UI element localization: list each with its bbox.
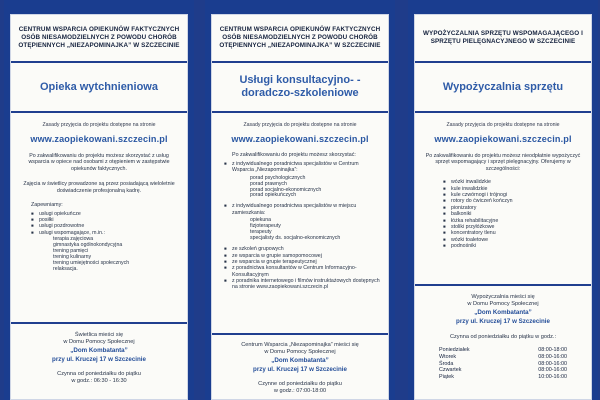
list-item: ■ ze wsparcia w grupie terapeutycznej bbox=[224, 259, 380, 265]
hours-value: w godz.: 06:30 - 16:30 bbox=[71, 378, 127, 385]
provided-label: Zapewniamy: bbox=[31, 202, 63, 209]
location-address: przy ul. Kruczej 17 w Szczecinie bbox=[456, 317, 550, 325]
hours-time: 08:00-16:00 bbox=[538, 367, 567, 374]
list-item: ■ z poradnika internetowego i filmów instruktażowych dostępnych na stronie www.zaopiekowani.szczecin.pl bbox=[224, 278, 380, 291]
panel-equipment-rental bbox=[408, 0, 598, 400]
sub-item: trening umiejętności społecznych bbox=[53, 260, 130, 267]
list-item: ■ kule czwórnogi i trójnogi bbox=[443, 192, 581, 198]
services-list bbox=[31, 211, 177, 237]
list-item: ■ z indywidualnego poradnictwa specjalistów w miejscu zamieszkania: bbox=[224, 203, 379, 216]
list-item: ■ rotory do ćwiczeń kończyn bbox=[443, 198, 581, 204]
footer-line: w Domu Pomocy Społecznej bbox=[264, 349, 336, 356]
panel-sheet bbox=[414, 14, 592, 400]
footer-line: Świetlica mieści się bbox=[74, 332, 124, 338]
panel-consulting bbox=[205, 0, 395, 400]
services-list bbox=[224, 161, 379, 174]
hours-time: 08:00-18:00 bbox=[538, 347, 567, 354]
location-name: „Dom Kombatanta” bbox=[474, 309, 532, 317]
list-item: ■ usługi opiekuńcze bbox=[31, 211, 177, 217]
panel-header: WYPOŻYCZALNIA SPRZĘTU WSPOMAGAJĄCEGO I SPRZĘTU PIELĘGNACYJNEGO W SZCZECINIE bbox=[423, 30, 583, 45]
panel-respite-care bbox=[4, 0, 194, 400]
footer-line: w Domu Pomocy Społecznej bbox=[467, 301, 539, 308]
list-item: ■ ze szkoleń grupowych bbox=[224, 246, 380, 252]
rules-text: Zasady przyjęcia do projektu dostępne na stronie bbox=[42, 122, 156, 128]
panel-header: CENTRUM WSPARCIA OPIEKUNÓW FAKTYCZNYCH OSÓB NIESAMODZIELNYCH Z POWODU CHORÓB OTĘPIENNYCH „NIEZAPOMINAJKA” W SZCZECINIE bbox=[18, 26, 180, 49]
footer-line: w Domu Pomocy Społecznej bbox=[63, 339, 135, 346]
sub-item: terapeuty bbox=[250, 229, 272, 236]
panel-title: Usługi konsultacyjno- -doradczo-szkoleniowe bbox=[212, 61, 388, 113]
website-link[interactable]: www.zaopiekowani.szczecin.pl bbox=[231, 133, 369, 144]
rules-text: Zasady przyjęcia do projektu dostępne na stronie bbox=[243, 122, 357, 128]
hours-value: w godz.: 07:00-18:00 bbox=[273, 388, 327, 395]
hours-title: Czynne od poniedziałku do piątku bbox=[258, 381, 342, 388]
list-item: ■ łóżka rehabilitacyjne bbox=[443, 218, 581, 224]
list-item: ■ usługi pozdrowotne bbox=[31, 223, 177, 229]
sub-item: porad prawnych bbox=[250, 180, 287, 187]
hours-time: 10:00-16:00 bbox=[538, 373, 567, 380]
equipment-list bbox=[443, 179, 581, 249]
panel-title: Opieka wytchnieniowa bbox=[11, 61, 187, 113]
list-item: ■ z indywidualnego poradnictwa specjalistów w Centrum Wsparcia „Niezapominajka”: bbox=[224, 161, 379, 174]
panel-title: Wypożyczalnia sprzętu bbox=[415, 61, 591, 113]
hours-time: 08:00-16:00 bbox=[538, 360, 567, 367]
hours-title: Czynna od poniedziałku do piątku w godz.: bbox=[449, 334, 557, 341]
panel-footer bbox=[415, 284, 591, 399]
list-item: ■ wózki inwalidzkie bbox=[443, 179, 581, 185]
sub-item: porad socjalno-ekonomicznych bbox=[250, 186, 322, 193]
hours-title: Czynna od poniedziałku do piątku bbox=[57, 371, 141, 378]
panel-sheet bbox=[10, 14, 188, 400]
panel-footer bbox=[212, 333, 388, 399]
list-item: ■ posiłki bbox=[31, 217, 177, 223]
list-item: ■ usługi wspomagające, m.in.: bbox=[31, 230, 177, 236]
footer-line: Centrum Wsparcia „Niezapominajka” mieści się bbox=[241, 342, 359, 348]
location-name: „Dom Kombatanta” bbox=[70, 347, 128, 355]
list-item: ■ stoliki przyłóżkowe bbox=[443, 224, 581, 230]
sub-item: terapia zajęciowa bbox=[53, 236, 94, 243]
location-name: „Dom Kombatanta” bbox=[271, 357, 329, 365]
sub-item: fizjoterapeuty bbox=[250, 223, 281, 230]
list-item: ■ kule inwalidzkie bbox=[443, 186, 581, 192]
list-item: ■ ze wsparcia w grupie samopomocowej bbox=[224, 253, 380, 259]
list-item: ■ wózki toaletowe bbox=[443, 237, 581, 243]
panel-footer bbox=[11, 322, 187, 399]
panel-sheet bbox=[211, 14, 389, 400]
list-item: ■ podnośniki bbox=[443, 243, 581, 249]
list-item: ■ balkoniki bbox=[443, 211, 581, 217]
sub-item: porad psychologicznych bbox=[250, 174, 306, 181]
hours-day: Poniedziałek bbox=[439, 347, 470, 354]
list-item: ■ z poradnictwa konsultantów w Centrum Informacyjno-Konsultacyjnym bbox=[224, 265, 380, 278]
sub-item: porad opiekuńczych bbox=[250, 192, 297, 199]
hours-time: 08:00-16:00 bbox=[538, 353, 567, 360]
hours-day: Wtorek bbox=[439, 353, 457, 360]
sub-item: trening kulinarny bbox=[53, 254, 92, 261]
hours-day: Środa bbox=[439, 360, 454, 367]
intro-text: Po zakwalifikowaniu do projektu możesz nieodpłatnie wypożyczyć sprzęt wspomagający i sprzęt pielęgnacyjny. Oferujemy w szczególności: bbox=[425, 152, 581, 172]
sub-item: opiekuna bbox=[250, 217, 272, 224]
panel-header: CENTRUM WSPARCIA OPIEKUNÓW FAKTYCZNYCH OSÓB NIESAMODZIELNYCH Z POWODU CHORÓB OTĘPIENNYCH „NIEZAPOMINAJKA” W SZCZECINIE bbox=[219, 26, 381, 49]
list-item: ■ pionizatory bbox=[443, 205, 581, 211]
sub-item: specjalisty ds. socjalno-ekonomicznych bbox=[250, 235, 341, 242]
location-address: przy ul. Kruczej 17 w Szczecinie bbox=[52, 355, 146, 363]
lead-text: Po zakwalifikowaniu do projektu możesz skorzystać: bbox=[232, 151, 356, 158]
sub-item: gimnastyka ogólnokondycyjna bbox=[53, 242, 123, 249]
footer-line: Wypożyczalnia mieści się bbox=[471, 294, 535, 300]
list-item: ■ koncentratory tlenu bbox=[443, 230, 581, 236]
staff-text: Zajęcia w świetlicy prowadzone są przez posiadającą wieloletnie doświadczenie profesjonalną kadrę. bbox=[23, 181, 175, 194]
opening-hours-table bbox=[439, 347, 567, 380]
hours-day: Czwartek bbox=[439, 367, 462, 374]
intro-text: Po zakwalifikowaniu do projektu możesz skorzystać z usług wsparcia w opiece nad osobami z otępieniem w zastępstwie opiekunów faktycznych. bbox=[28, 152, 170, 172]
website-link[interactable]: www.zaopiekowani.szczecin.pl bbox=[434, 133, 572, 144]
rules-text: Zasady przyjęcia do projektu dostępne na stronie bbox=[446, 122, 560, 128]
hours-day: Piątek bbox=[439, 373, 454, 380]
sub-item: trening pamięci bbox=[53, 248, 89, 255]
location-address: przy ul. Kruczej 17 w Szczecinie bbox=[253, 365, 347, 373]
website-link[interactable]: www.zaopiekowani.szczecin.pl bbox=[30, 133, 168, 144]
sub-item: relaksacja. bbox=[53, 266, 78, 273]
